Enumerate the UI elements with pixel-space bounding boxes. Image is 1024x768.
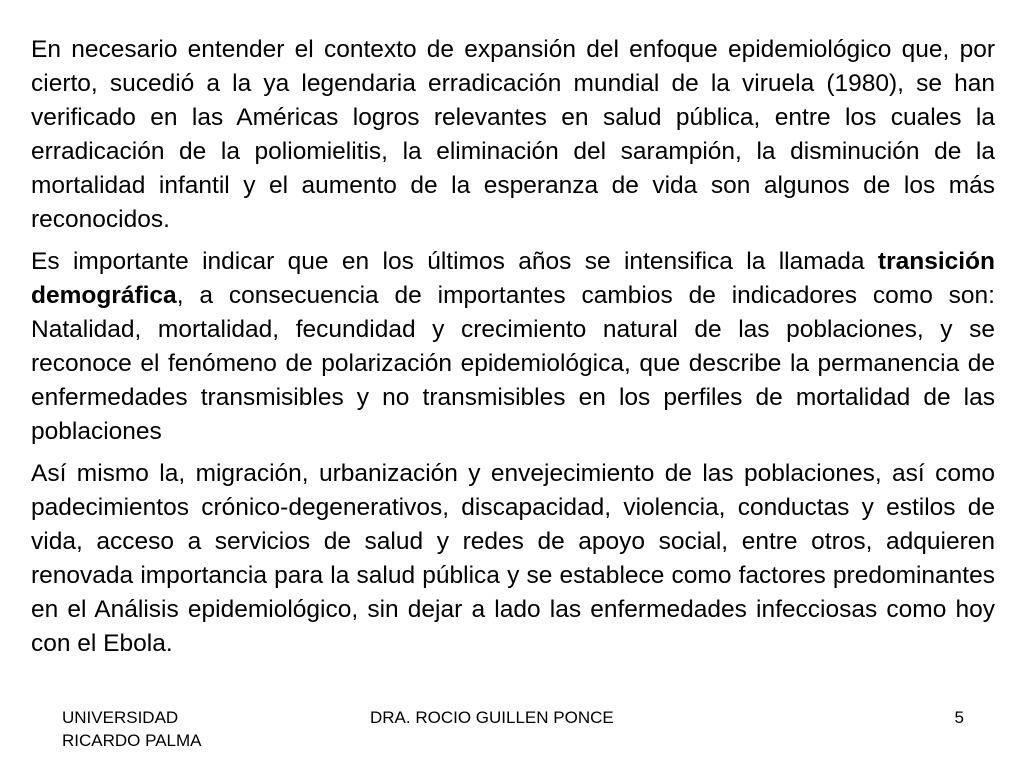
footer-institution-line1: UNIVERSIDAD — [62, 708, 179, 727]
paragraph-epidemiological-context: En necesario entender el contexto de expansión del enfoque epidemiológico que, por cierto, sucedió a la ya legendaria erradicación mundial de la viruela (1980), se han verificado en las Américas logros relevantes en salud pública, entre los cuales la erradicación de la poliomielitis, la eliminación del sarampión, la disminución de la mortalidad infantil y el aumento de la esperanza de vida son algunos de los más reconocidos. — [31, 36, 995, 233]
paragraph-text-start: Es importante indicar que en los últimos años se intensifica la llamada — [31, 248, 878, 275]
footer-institution-line2: RICARDO PALMA — [62, 731, 202, 750]
slide-body — [31, 33, 995, 669]
footer-institution — [62, 706, 282, 752]
footer-author: DRA. ROCIO GUILLEN PONCE — [370, 708, 614, 727]
paragraph-public-health-factors: Así mismo la, migración, urbanización y envejecimiento de las poblaciones, así como padecimientos crónico-degenerativos, discapacidad, violencia, conductas y estilos de vida, acceso a servicios de salud y redes de apoyo social, entre otros, adquieren renovada importancia para la salud pública y se establece como factores predominantes en el Análisis epidemiológico, sin dejar a lado las enfermedades infecciosas como hoy con el Ebola. — [31, 460, 995, 657]
paragraph-text-end: , a consecuencia de importantes cambios de indicadores como son: Natalidad, mortalidad, fecundidad y crecimiento natural de las poblaciones, y se reconoce el fenómeno de polarización epidemiológica, que describe la permanencia de enfermedades transmisibles y no transmisibles en los perfiles de mortalidad de las poblaciones — [31, 282, 995, 445]
paragraph-demographic-transition — [31, 245, 995, 449]
slide-page-number: 5 — [954, 708, 964, 727]
emphasis-transicion-demografica: transición demográfica — [31, 248, 995, 309]
